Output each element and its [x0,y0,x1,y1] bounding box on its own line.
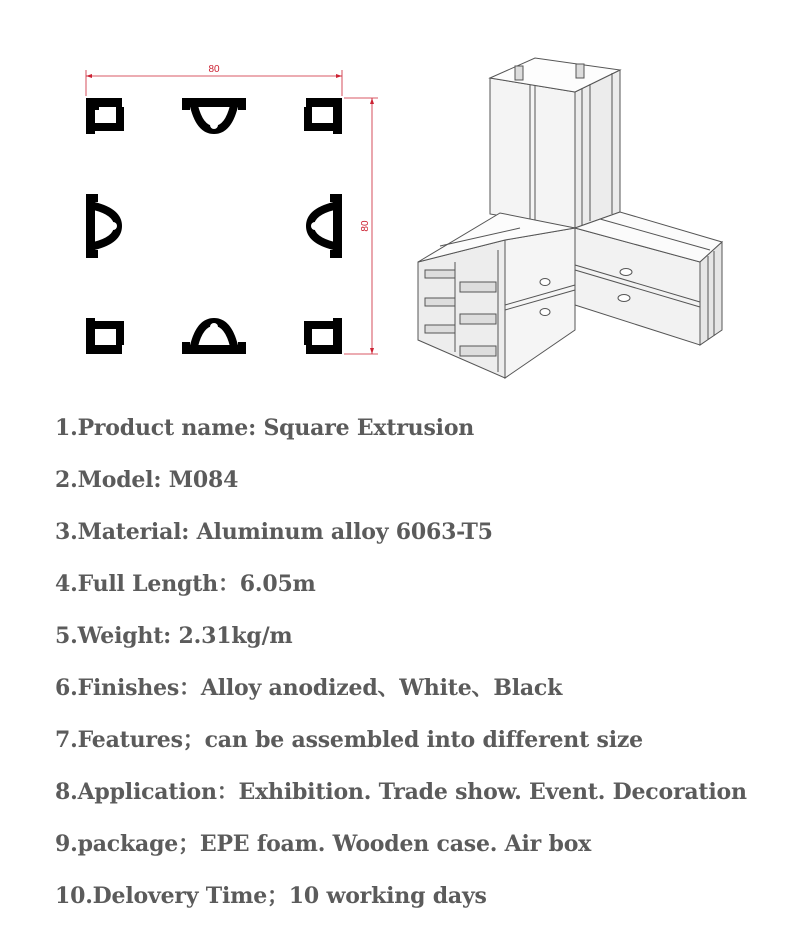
width-dimension [86,64,342,96]
spec-full-length: 4.Full Length：6.05m [55,571,316,597]
spec-weight: 5.Weight: 2.31kg/m [55,623,293,649]
spec-product-name: 1.Product name: Square Extrusion [55,415,475,441]
spec-finishes: 6.Finishes：Alloy anodized、White、Black [55,675,563,701]
spec-material: 3.Material: Aluminum alloy 6063-T5 [55,519,493,545]
spec-package: 9.package；EPE foam. Wooden case. Air box [55,831,592,857]
width-label: 80 [208,64,220,75]
spec-list [55,400,775,922]
height-dimension [344,98,378,354]
product-drawings [0,0,790,400]
spec-delivery-time: 10.Delovery Time；10 working days [55,883,487,909]
spec-application: 8.Application：Exhibition. Trade show. Event. Decoration [55,779,747,805]
spec-model: 2.Model: M084 [55,467,239,493]
spec-features: 7.Features；can be assembled into different size [55,727,643,753]
drawings-svg [0,0,790,400]
height-label: 80 [360,220,371,232]
corner-assembly-3d [418,58,722,378]
cross-section-profile [85,97,343,355]
